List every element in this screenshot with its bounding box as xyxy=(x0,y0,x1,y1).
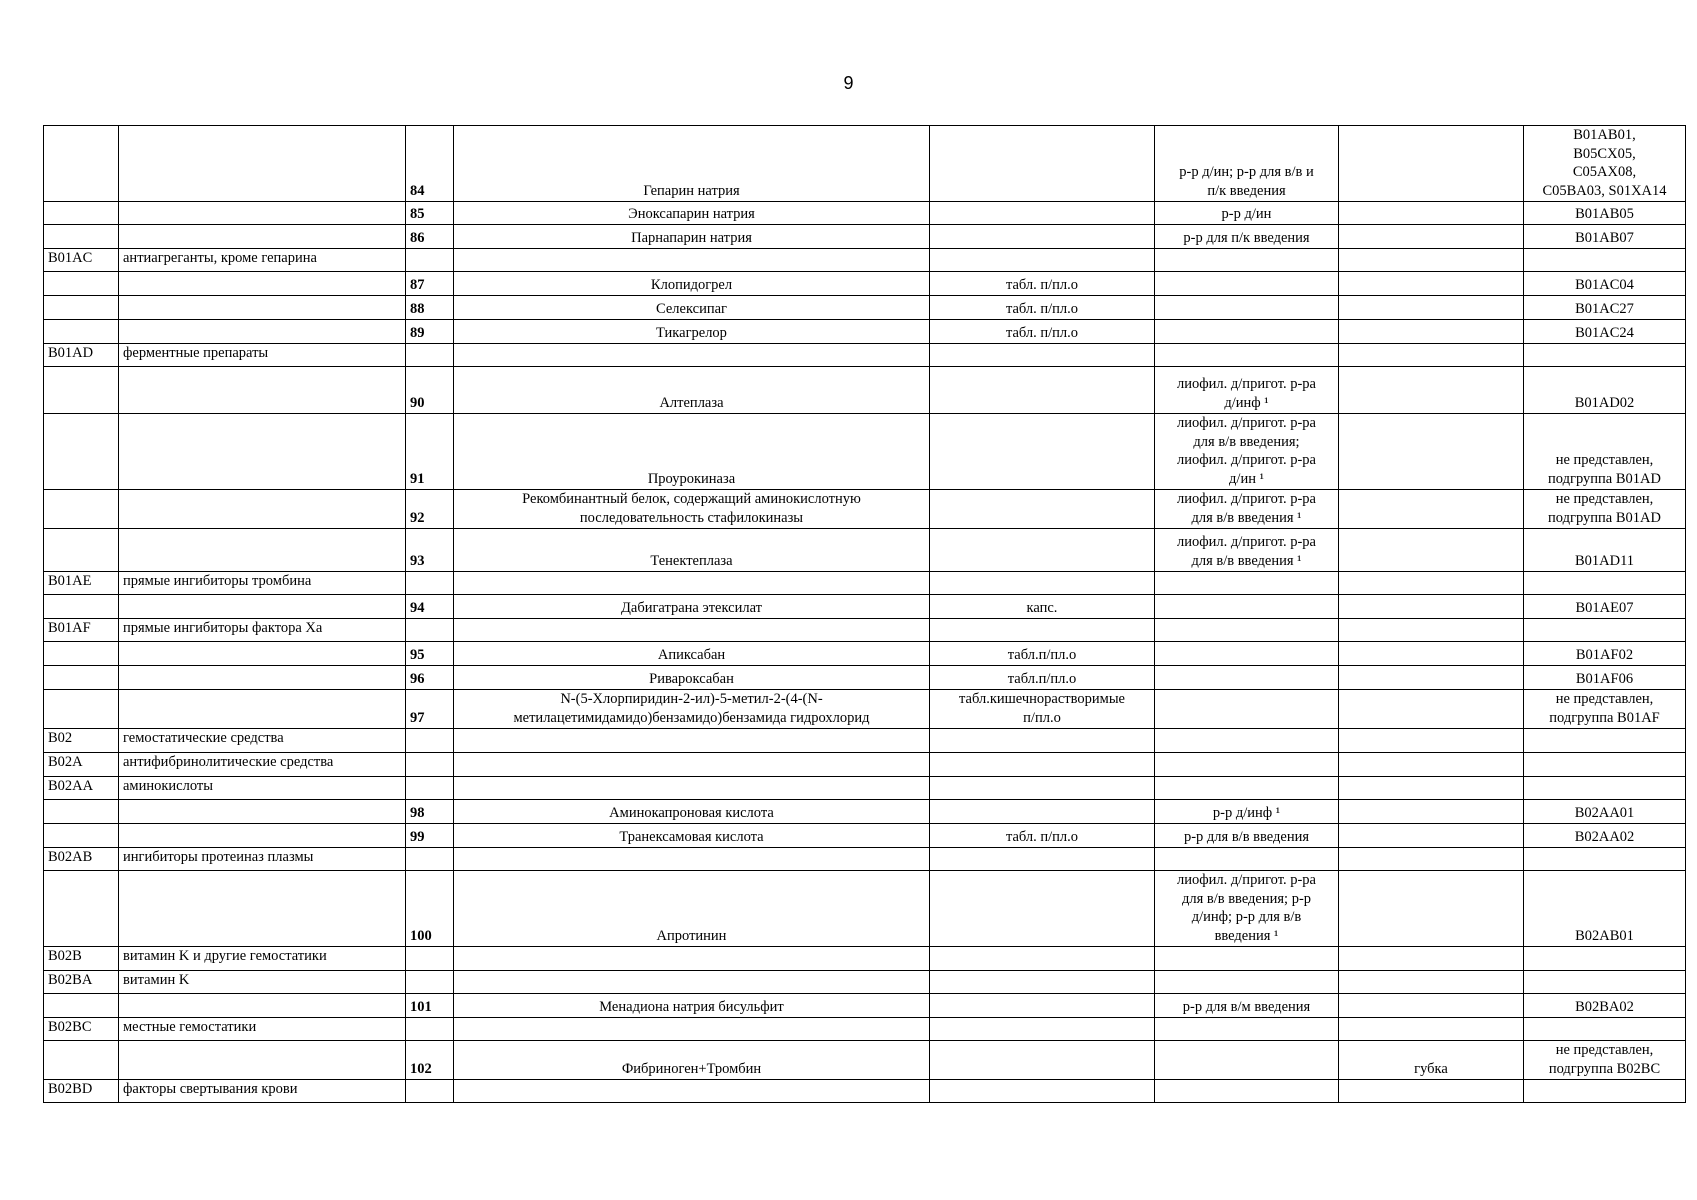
table-row xyxy=(44,800,1686,824)
tablet-form-cell xyxy=(930,529,1155,572)
solution-form-cell xyxy=(1155,249,1339,272)
solution-form-cell xyxy=(1155,947,1339,971)
item-number-cell: 102 xyxy=(406,1041,454,1080)
drug-name-cell xyxy=(454,753,930,777)
drug-name-cell xyxy=(454,971,930,994)
drug-name-cell xyxy=(454,848,930,871)
drug-name-cell: Тикагрелор xyxy=(454,320,930,344)
group-name-cell xyxy=(119,642,406,666)
item-number-cell: 100 xyxy=(406,871,454,947)
drug-name-cell: Дабигатрана этексилат xyxy=(454,595,930,619)
atc-codes-cell: B01AB07 xyxy=(1524,225,1686,249)
atc-codes-cell: B01AC24 xyxy=(1524,320,1686,344)
tablet-form-cell xyxy=(930,753,1155,777)
atc-codes-cell xyxy=(1524,848,1686,871)
drug-name-cell xyxy=(454,729,930,753)
item-number-cell xyxy=(406,848,454,871)
item-number-cell xyxy=(406,753,454,777)
other-form-cell xyxy=(1339,666,1524,690)
other-form-cell xyxy=(1339,367,1524,414)
group-name-cell: аминокислоты xyxy=(119,777,406,800)
group-name-cell xyxy=(119,272,406,296)
drug-name-cell: Фибриноген+Тромбин xyxy=(454,1041,930,1080)
other-form-cell xyxy=(1339,344,1524,367)
tablet-form-cell xyxy=(930,414,1155,490)
tablet-form-cell: табл. п/пл.о xyxy=(930,272,1155,296)
other-form-cell xyxy=(1339,296,1524,320)
other-form-cell xyxy=(1339,595,1524,619)
atc-code-cell xyxy=(44,800,119,824)
atc-codes-cell xyxy=(1524,753,1686,777)
drug-name-cell: Апротинин xyxy=(454,871,930,947)
other-form-cell xyxy=(1339,126,1524,202)
solution-form-cell xyxy=(1155,344,1339,367)
other-form-cell xyxy=(1339,971,1524,994)
solution-form-cell xyxy=(1155,729,1339,753)
atc-codes-cell xyxy=(1524,971,1686,994)
table-row xyxy=(44,490,1686,529)
atc-code-cell xyxy=(44,871,119,947)
atc-code-cell xyxy=(44,642,119,666)
item-number-cell xyxy=(406,619,454,642)
group-row xyxy=(44,971,1686,994)
tablet-form-cell xyxy=(930,729,1155,753)
table-row xyxy=(44,225,1686,249)
group-row xyxy=(44,572,1686,595)
other-form-cell xyxy=(1339,414,1524,490)
group-name-cell xyxy=(119,320,406,344)
atc-codes-cell xyxy=(1524,947,1686,971)
atc-code-cell: B02AA xyxy=(44,777,119,800)
tablet-form-cell: табл.п/пл.о xyxy=(930,642,1155,666)
solution-form-cell: р-р для в/в введения xyxy=(1155,824,1339,848)
solution-form-cell xyxy=(1155,1041,1339,1080)
item-number-cell: 98 xyxy=(406,800,454,824)
other-form-cell xyxy=(1339,690,1524,729)
group-name-cell: антиагреганты, кроме гепарина xyxy=(119,249,406,272)
solution-form-cell xyxy=(1155,1080,1339,1103)
tablet-form-cell xyxy=(930,777,1155,800)
other-form-cell xyxy=(1339,1018,1524,1041)
solution-form-cell xyxy=(1155,320,1339,344)
tablet-form-cell: капс. xyxy=(930,595,1155,619)
solution-form-cell xyxy=(1155,619,1339,642)
atc-code-cell xyxy=(44,296,119,320)
other-form-cell xyxy=(1339,249,1524,272)
tablet-form-cell xyxy=(930,344,1155,367)
item-number-cell xyxy=(406,344,454,367)
item-number-cell: 87 xyxy=(406,272,454,296)
item-number-cell xyxy=(406,777,454,800)
atc-code-cell xyxy=(44,367,119,414)
tablet-form-cell xyxy=(930,249,1155,272)
drug-name-cell xyxy=(454,619,930,642)
table-row xyxy=(44,642,1686,666)
drug-name-cell: Тенектеплаза xyxy=(454,529,930,572)
atc-code-cell: B01AE xyxy=(44,572,119,595)
tablet-form-cell xyxy=(930,971,1155,994)
tablet-form-cell xyxy=(930,871,1155,947)
solution-form-cell: лиофил. д/пригот. р-ра для в/в введения ¹ xyxy=(1155,529,1339,572)
group-name-cell xyxy=(119,225,406,249)
atc-code-cell: B02B xyxy=(44,947,119,971)
other-form-cell xyxy=(1339,642,1524,666)
item-number-cell: 96 xyxy=(406,666,454,690)
atc-codes-cell: B01AD02 xyxy=(1524,367,1686,414)
other-form-cell xyxy=(1339,871,1524,947)
atc-codes-cell: B01AB05 xyxy=(1524,202,1686,225)
other-form-cell xyxy=(1339,320,1524,344)
item-number-cell: 84 xyxy=(406,126,454,202)
solution-form-cell: р-р д/ин; р-р для в/в и п/к введения xyxy=(1155,126,1339,202)
group-name-cell: прямые ингибиторы тромбина xyxy=(119,572,406,595)
other-form-cell: губка xyxy=(1339,1041,1524,1080)
atc-code-cell xyxy=(44,126,119,202)
table-row xyxy=(44,666,1686,690)
solution-form-cell xyxy=(1155,666,1339,690)
atc-code-cell xyxy=(44,320,119,344)
item-number-cell: 97 xyxy=(406,690,454,729)
solution-form-cell: р-р для п/к введения xyxy=(1155,225,1339,249)
solution-form-cell xyxy=(1155,971,1339,994)
atc-code-cell xyxy=(44,666,119,690)
atc-codes-cell xyxy=(1524,619,1686,642)
item-number-cell: 89 xyxy=(406,320,454,344)
group-row xyxy=(44,344,1686,367)
atc-codes-cell: не представлен, подгруппа B01AD xyxy=(1524,490,1686,529)
drug-name-cell: Клопидогрел xyxy=(454,272,930,296)
other-form-cell xyxy=(1339,753,1524,777)
drug-name-cell: Транексамовая кислота xyxy=(454,824,930,848)
atc-codes-cell xyxy=(1524,729,1686,753)
table-row xyxy=(44,994,1686,1018)
other-form-cell xyxy=(1339,947,1524,971)
group-name-cell xyxy=(119,994,406,1018)
solution-form-cell: лиофил. д/пригот. р-ра для в/в введения; р-р д/инф; р-р для в/в введения ¹ xyxy=(1155,871,1339,947)
solution-form-cell xyxy=(1155,595,1339,619)
tablet-form-cell xyxy=(930,367,1155,414)
tablet-form-cell xyxy=(930,947,1155,971)
tablet-form-cell xyxy=(930,126,1155,202)
item-number-cell: 88 xyxy=(406,296,454,320)
tablet-form-cell xyxy=(930,225,1155,249)
group-name-cell: витамин K xyxy=(119,971,406,994)
other-form-cell xyxy=(1339,572,1524,595)
table-body xyxy=(44,126,1686,1103)
table-row xyxy=(44,367,1686,414)
atc-code-cell xyxy=(44,272,119,296)
tablet-form-cell: табл.кишечнорастворимые п/пл.о xyxy=(930,690,1155,729)
atc-code-cell xyxy=(44,690,119,729)
group-name-cell: прямые ингибиторы фактора Xa xyxy=(119,619,406,642)
table-row xyxy=(44,871,1686,947)
item-number-cell: 101 xyxy=(406,994,454,1018)
drug-name-cell xyxy=(454,572,930,595)
other-form-cell xyxy=(1339,729,1524,753)
other-form-cell xyxy=(1339,1080,1524,1103)
group-row xyxy=(44,947,1686,971)
drug-name-cell: Ривароксабан xyxy=(454,666,930,690)
atc-code-cell: B01AF xyxy=(44,619,119,642)
other-form-cell xyxy=(1339,529,1524,572)
solution-form-cell xyxy=(1155,642,1339,666)
drug-name-cell: Апиксабан xyxy=(454,642,930,666)
solution-form-cell xyxy=(1155,296,1339,320)
atc-code-cell: B02BD xyxy=(44,1080,119,1103)
table-row xyxy=(44,202,1686,225)
atc-codes-cell xyxy=(1524,1018,1686,1041)
atc-codes-cell: не представлен, подгруппа B01AF xyxy=(1524,690,1686,729)
group-name-cell xyxy=(119,800,406,824)
group-row xyxy=(44,249,1686,272)
group-name-cell xyxy=(119,414,406,490)
page-number: 9 xyxy=(843,73,854,93)
atc-codes-cell: не представлен, подгруппа B01AD xyxy=(1524,414,1686,490)
solution-form-cell xyxy=(1155,848,1339,871)
group-name-cell xyxy=(119,367,406,414)
table-row xyxy=(44,529,1686,572)
other-form-cell xyxy=(1339,490,1524,529)
group-name-cell: ферментные препараты xyxy=(119,344,406,367)
group-name-cell xyxy=(119,690,406,729)
table-row xyxy=(44,320,1686,344)
group-row xyxy=(44,619,1686,642)
other-form-cell xyxy=(1339,619,1524,642)
item-number-cell: 85 xyxy=(406,202,454,225)
tablet-form-cell: табл.п/пл.о xyxy=(930,666,1155,690)
table-row xyxy=(44,272,1686,296)
table-row xyxy=(44,690,1686,729)
item-number-cell xyxy=(406,947,454,971)
item-number-cell xyxy=(406,1080,454,1103)
tablet-form-cell xyxy=(930,1018,1155,1041)
group-name-cell: местные гемостатики xyxy=(119,1018,406,1041)
atc-codes-cell: B01AC27 xyxy=(1524,296,1686,320)
item-number-cell: 99 xyxy=(406,824,454,848)
table-row xyxy=(44,595,1686,619)
atc-codes-cell: B01AF02 xyxy=(1524,642,1686,666)
tablet-form-cell xyxy=(930,800,1155,824)
group-name-cell: витамин K и другие гемостатики xyxy=(119,947,406,971)
atc-code-cell: B02BC xyxy=(44,1018,119,1041)
atc-codes-cell xyxy=(1524,777,1686,800)
drug-name-cell: Эноксапарин натрия xyxy=(454,202,930,225)
group-name-cell xyxy=(119,1041,406,1080)
group-name-cell: факторы свертывания крови xyxy=(119,1080,406,1103)
drug-name-cell xyxy=(454,249,930,272)
drug-name-cell: N-(5-Хлорпиридин-2-ил)-5-метил-2-(4-(N- метилацетимидамидо)бензамидо)бензамида гидрохлорид xyxy=(454,690,930,729)
solution-form-cell xyxy=(1155,690,1339,729)
group-name-cell xyxy=(119,126,406,202)
atc-code-cell xyxy=(44,225,119,249)
group-row xyxy=(44,777,1686,800)
drug-name-cell: Гепарин натрия xyxy=(454,126,930,202)
tablet-form-cell: табл. п/пл.о xyxy=(930,824,1155,848)
drug-name-cell: Селексипаг xyxy=(454,296,930,320)
drug-name-cell: Рекомбинантный белок, содержащий аминокислотную последовательность стафилокиназы xyxy=(454,490,930,529)
atc-code-cell: B02AB xyxy=(44,848,119,871)
solution-form-cell: р-р д/инф ¹ xyxy=(1155,800,1339,824)
drug-name-cell: Парнапарин натрия xyxy=(454,225,930,249)
atc-code-cell: B01AD xyxy=(44,344,119,367)
tablet-form-cell xyxy=(930,490,1155,529)
atc-code-cell xyxy=(44,994,119,1018)
group-name-cell: гемостатические средства xyxy=(119,729,406,753)
solution-form-cell xyxy=(1155,1018,1339,1041)
item-number-cell: 94 xyxy=(406,595,454,619)
item-number-cell xyxy=(406,971,454,994)
atc-code-cell: B01AC xyxy=(44,249,119,272)
atc-codes-cell: B01AC04 xyxy=(1524,272,1686,296)
group-name-cell xyxy=(119,529,406,572)
atc-codes-cell: B01AE07 xyxy=(1524,595,1686,619)
atc-codes-cell: B02AA02 xyxy=(1524,824,1686,848)
atc-code-cell xyxy=(44,529,119,572)
atc-codes-cell: B02BA02 xyxy=(1524,994,1686,1018)
atc-codes-cell xyxy=(1524,1080,1686,1103)
atc-codes-cell: B01AD11 xyxy=(1524,529,1686,572)
item-number-cell xyxy=(406,729,454,753)
drug-name-cell: Аминокапроновая кислота xyxy=(454,800,930,824)
group-name-cell xyxy=(119,824,406,848)
atc-codes-cell: B01AF06 xyxy=(1524,666,1686,690)
drug-name-cell xyxy=(454,947,930,971)
solution-form-cell: р-р д/ин xyxy=(1155,202,1339,225)
group-name-cell xyxy=(119,871,406,947)
table-row xyxy=(44,824,1686,848)
other-form-cell xyxy=(1339,225,1524,249)
group-name-cell: антифибринолитические средства xyxy=(119,753,406,777)
drug-name-cell: Проурокиназа xyxy=(454,414,930,490)
atc-code-cell xyxy=(44,1041,119,1080)
item-number-cell xyxy=(406,1018,454,1041)
tablet-form-cell xyxy=(930,994,1155,1018)
drug-name-cell: Менадиона натрия бисульфит xyxy=(454,994,930,1018)
item-number-cell: 91 xyxy=(406,414,454,490)
drug-name-cell xyxy=(454,1080,930,1103)
atc-codes-cell xyxy=(1524,572,1686,595)
tablet-form-cell xyxy=(930,1080,1155,1103)
solution-form-cell: лиофил. д/пригот. р-ра д/инф ¹ xyxy=(1155,367,1339,414)
solution-form-cell xyxy=(1155,777,1339,800)
drug-table xyxy=(43,125,1686,1103)
group-name-cell xyxy=(119,666,406,690)
drug-name-cell: Алтеплаза xyxy=(454,367,930,414)
tablet-form-cell xyxy=(930,848,1155,871)
solution-form-cell xyxy=(1155,272,1339,296)
group-name-cell: ингибиторы протеиназ плазмы xyxy=(119,848,406,871)
solution-form-cell: лиофил. д/пригот. р-ра для в/в введения ¹ xyxy=(1155,490,1339,529)
group-row xyxy=(44,1018,1686,1041)
table-row xyxy=(44,296,1686,320)
solution-form-cell xyxy=(1155,753,1339,777)
group-row xyxy=(44,848,1686,871)
atc-codes-cell: B02AA01 xyxy=(1524,800,1686,824)
atc-code-cell xyxy=(44,490,119,529)
item-number-cell: 86 xyxy=(406,225,454,249)
group-name-cell xyxy=(119,490,406,529)
group-row xyxy=(44,753,1686,777)
item-number-cell xyxy=(406,249,454,272)
solution-form-cell xyxy=(1155,572,1339,595)
atc-code-cell: B02BA xyxy=(44,971,119,994)
other-form-cell xyxy=(1339,272,1524,296)
other-form-cell xyxy=(1339,800,1524,824)
atc-code-cell xyxy=(44,414,119,490)
atc-codes-cell: B02AB01 xyxy=(1524,871,1686,947)
tablet-form-cell xyxy=(930,1041,1155,1080)
tablet-form-cell: табл. п/пл.о xyxy=(930,320,1155,344)
table-row xyxy=(44,126,1686,202)
drug-name-cell xyxy=(454,344,930,367)
atc-codes-cell: не представлен, подгруппа B02BC xyxy=(1524,1041,1686,1080)
tablet-form-cell xyxy=(930,572,1155,595)
atc-codes-cell xyxy=(1524,249,1686,272)
solution-form-cell: лиофил. д/пригот. р-ра для в/в введения; лиофил. д/пригот. р-ра д/ин ¹ xyxy=(1155,414,1339,490)
atc-code-cell xyxy=(44,824,119,848)
item-number-cell: 92 xyxy=(406,490,454,529)
atc-codes-cell xyxy=(1524,344,1686,367)
item-number-cell: 90 xyxy=(406,367,454,414)
table-row xyxy=(44,1041,1686,1080)
group-row xyxy=(44,729,1686,753)
atc-code-cell: B02 xyxy=(44,729,119,753)
other-form-cell xyxy=(1339,202,1524,225)
item-number-cell: 93 xyxy=(406,529,454,572)
other-form-cell xyxy=(1339,824,1524,848)
atc-code-cell xyxy=(44,595,119,619)
drug-name-cell xyxy=(454,1018,930,1041)
tablet-form-cell xyxy=(930,202,1155,225)
group-name-cell xyxy=(119,296,406,320)
atc-codes-cell: B01AB01, B05CX05, C05AX08, C05BA03, S01XA14 xyxy=(1524,126,1686,202)
group-name-cell xyxy=(119,595,406,619)
tablet-form-cell: табл. п/пл.о xyxy=(930,296,1155,320)
atc-code-cell: B02A xyxy=(44,753,119,777)
other-form-cell xyxy=(1339,994,1524,1018)
other-form-cell xyxy=(1339,777,1524,800)
item-number-cell xyxy=(406,572,454,595)
group-name-cell xyxy=(119,202,406,225)
item-number-cell: 95 xyxy=(406,642,454,666)
atc-code-cell xyxy=(44,202,119,225)
group-row xyxy=(44,1080,1686,1103)
other-form-cell xyxy=(1339,848,1524,871)
table-row xyxy=(44,414,1686,490)
drug-name-cell xyxy=(454,777,930,800)
tablet-form-cell xyxy=(930,619,1155,642)
solution-form-cell: р-р для в/м введения xyxy=(1155,994,1339,1018)
